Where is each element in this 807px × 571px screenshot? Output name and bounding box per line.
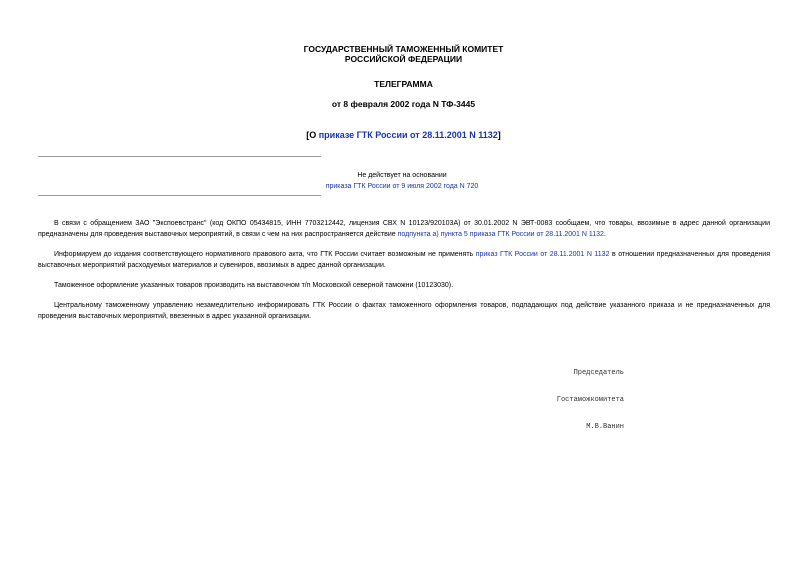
paragraph-1-text: В связи с обращением ЗАО "Экспоевстранс" (код ОКПО 05434815, ИНН 7703212442, лицензия СВХ N 10123/920103А) от 30.01.2002 N ЭВТ-0083 сообщаем, что товары, ввозимые в адрес данной организации предназначены для проведения выставочных мероприятий, в связи с чем на них распространяется действие: [38, 220, 770, 238]
body-paragraph-3: Таможенное оформление указанных товаров производить на выставочном т/п Московской северной таможни (10123030).: [54, 282, 454, 289]
status-notice-text: Не действует на основании: [357, 172, 447, 179]
subject-link[interactable]: приказе ГТК России от 28.11.2001 N 1132: [318, 130, 498, 140]
document-type: ТЕЛЕГРАММА: [374, 79, 433, 89]
body-paragraph-1: [38, 218, 770, 240]
signature-name: М.В.Ванин: [586, 423, 624, 431]
document-date: от 8 февраля 2002 года N ТФ-3445: [331, 99, 476, 109]
status-notice: [300, 170, 504, 192]
subject-suffix: ]: [497, 130, 501, 140]
paragraph-1-link[interactable]: подпункта а) пункта 5 приказа ГТК России от 28.11.2001 N 1132: [397, 231, 604, 238]
subject-prefix: [О: [306, 130, 319, 140]
paragraph-2-text: Информируем до издания соответствующего нормативного правового акта, что ГТК России считает возможным не применять: [54, 251, 476, 258]
document-subject: [0, 130, 807, 140]
signature-organization: Гостаможкомитета: [556, 396, 624, 404]
paragraph-2-link[interactable]: приказ ГТК России от 28.11.2001 N 1132: [475, 251, 610, 258]
body-paragraph-4: Центральному таможенному управлению незамедлительно информировать ГТК России о фактах таможенного оформления товаров, подпадающих под действие указанного приказа и не предназначенных для проведения выставочных мероприятий, ввезенных в адрес указанной организации.: [38, 302, 770, 320]
issuing-authority: [0, 44, 807, 64]
body-paragraph-2: [38, 249, 770, 271]
authority-line-1: ГОСУДАРСТВЕННЫЙ ТАМОЖЕННЫЙ КОМИТЕТ: [303, 44, 504, 54]
status-notice-link[interactable]: приказа ГТК России от 9 июля 2002 года N 720: [325, 183, 479, 190]
paragraph-2-end: в отношении предназначенных для проведения выставочных мероприятий расходуемых материалов и сувениров, ввозимых в адрес данной организации.: [38, 251, 770, 269]
signature-title: Председатель: [573, 369, 624, 377]
signature-block: [540, 351, 624, 450]
paragraph-1-end: .: [603, 231, 606, 238]
divider-bottom: [38, 195, 321, 196]
divider-top: [38, 156, 321, 157]
authority-line-2: РОССИЙСКОЙ ФЕДЕРАЦИИ: [344, 54, 463, 64]
